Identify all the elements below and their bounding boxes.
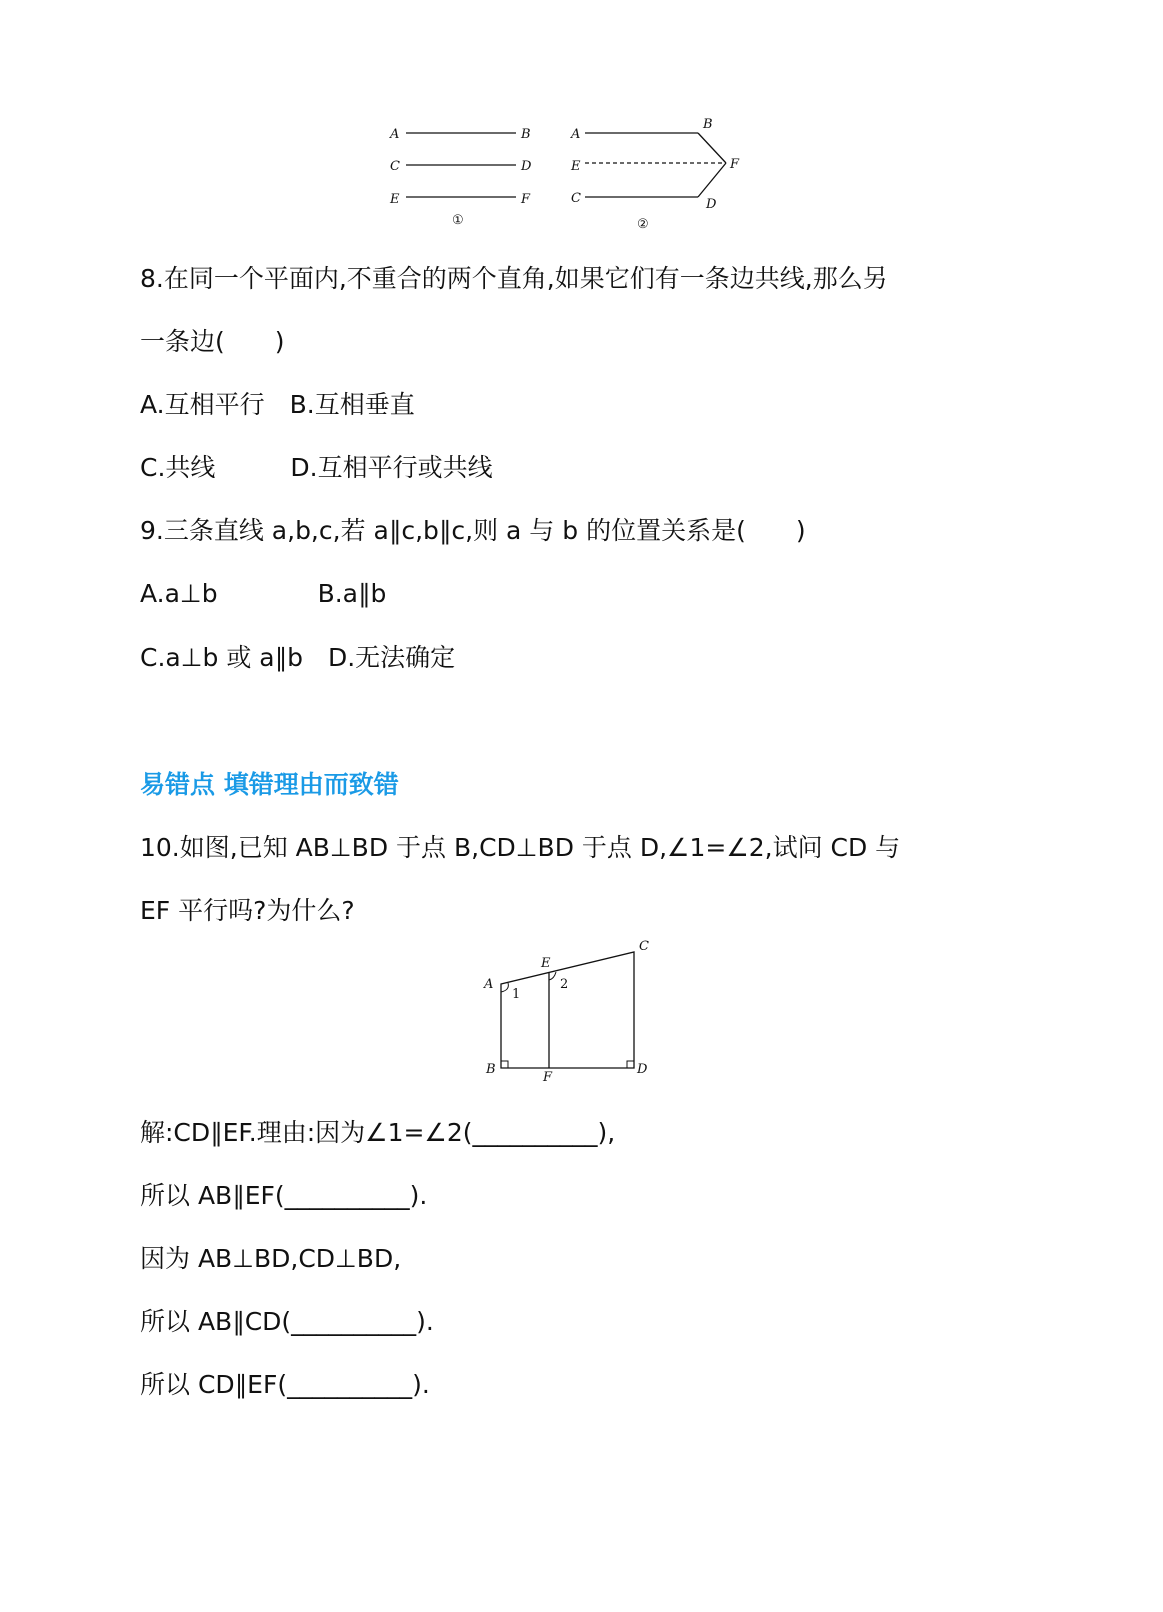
angle-2-arc [549,972,556,980]
right-angle-mark-d [627,1061,634,1068]
solution-line-4: 所以 AB∥CD(__________). [140,1307,434,1336]
label-c: C [639,939,649,954]
q10-stem-line-2: EF 平行吗?为什么? [140,896,355,925]
figure-2-bent-lines [570,117,740,232]
solution-line-1: 解:CD∥EF.理由:因为∠1=∠2(__________), [140,1118,616,1147]
q9-options-line-2: C.a⊥b 或 a∥b D.无法确定 [140,643,456,672]
angle-2-label: 2 [560,977,569,992]
label-c: C [571,191,581,206]
angle-1-label: 1 [512,987,521,1002]
q9-options-line-1: A.a⊥b B.a∥b [140,579,387,608]
solution-line-3: 因为 AB⊥BD,CD⊥BD, [140,1244,402,1273]
solution-line-2: 所以 AB∥EF(__________). [140,1181,428,1210]
label-e: E [390,192,400,207]
figure-caption-1: ① [452,213,464,228]
trapezoid-abdc [501,952,634,1068]
label-b: B [703,117,713,132]
label-e: E [541,956,551,971]
label-a: A [484,977,494,992]
label-a: A [390,127,400,142]
label-f: F [521,192,531,207]
q8-options-line-1: A.互相平行 B.互相垂直 [140,390,415,419]
label-f: F [730,157,740,172]
label-d: D [637,1062,648,1077]
q8-stem-line-1: 8.在同一个平面内,不重合的两个直角,如果它们有一条边共线,那么另 [140,264,888,293]
label-f: F [543,1070,553,1085]
q8-options-line-2: C.共线 D.互相平行或共线 [140,453,493,482]
label-a: A [571,127,581,142]
label-d: D [706,197,717,212]
q8-stem-line-2: 一条边( ) [140,327,285,356]
figure-caption-2: ② [637,217,649,232]
q10-stem-line-1: 10.如图,已知 AB⊥BD 于点 B,CD⊥BD 于点 D,∠1=∠2,试问 CD 与 [140,833,901,862]
right-angle-mark-b [501,1061,508,1068]
label-b: B [521,127,531,142]
label-c: C [390,159,400,174]
solution-line-5: 所以 CD∥EF(__________). [140,1370,430,1399]
figure-1-three-lines [389,127,532,228]
section-heading: 易错点 填错理由而致错 [140,770,399,799]
line-bf [698,133,726,163]
label-b: B [486,1062,496,1077]
parallel-lines-figure [380,110,760,240]
line-fd [698,163,726,197]
label-e: E [571,159,581,174]
label-d: D [521,159,532,174]
q9-stem: 9.三条直线 a,b,c,若 a∥c,b∥c,则 a 与 b 的位置关系是( ) [140,516,806,545]
quadrilateral-figure [470,935,670,1085]
